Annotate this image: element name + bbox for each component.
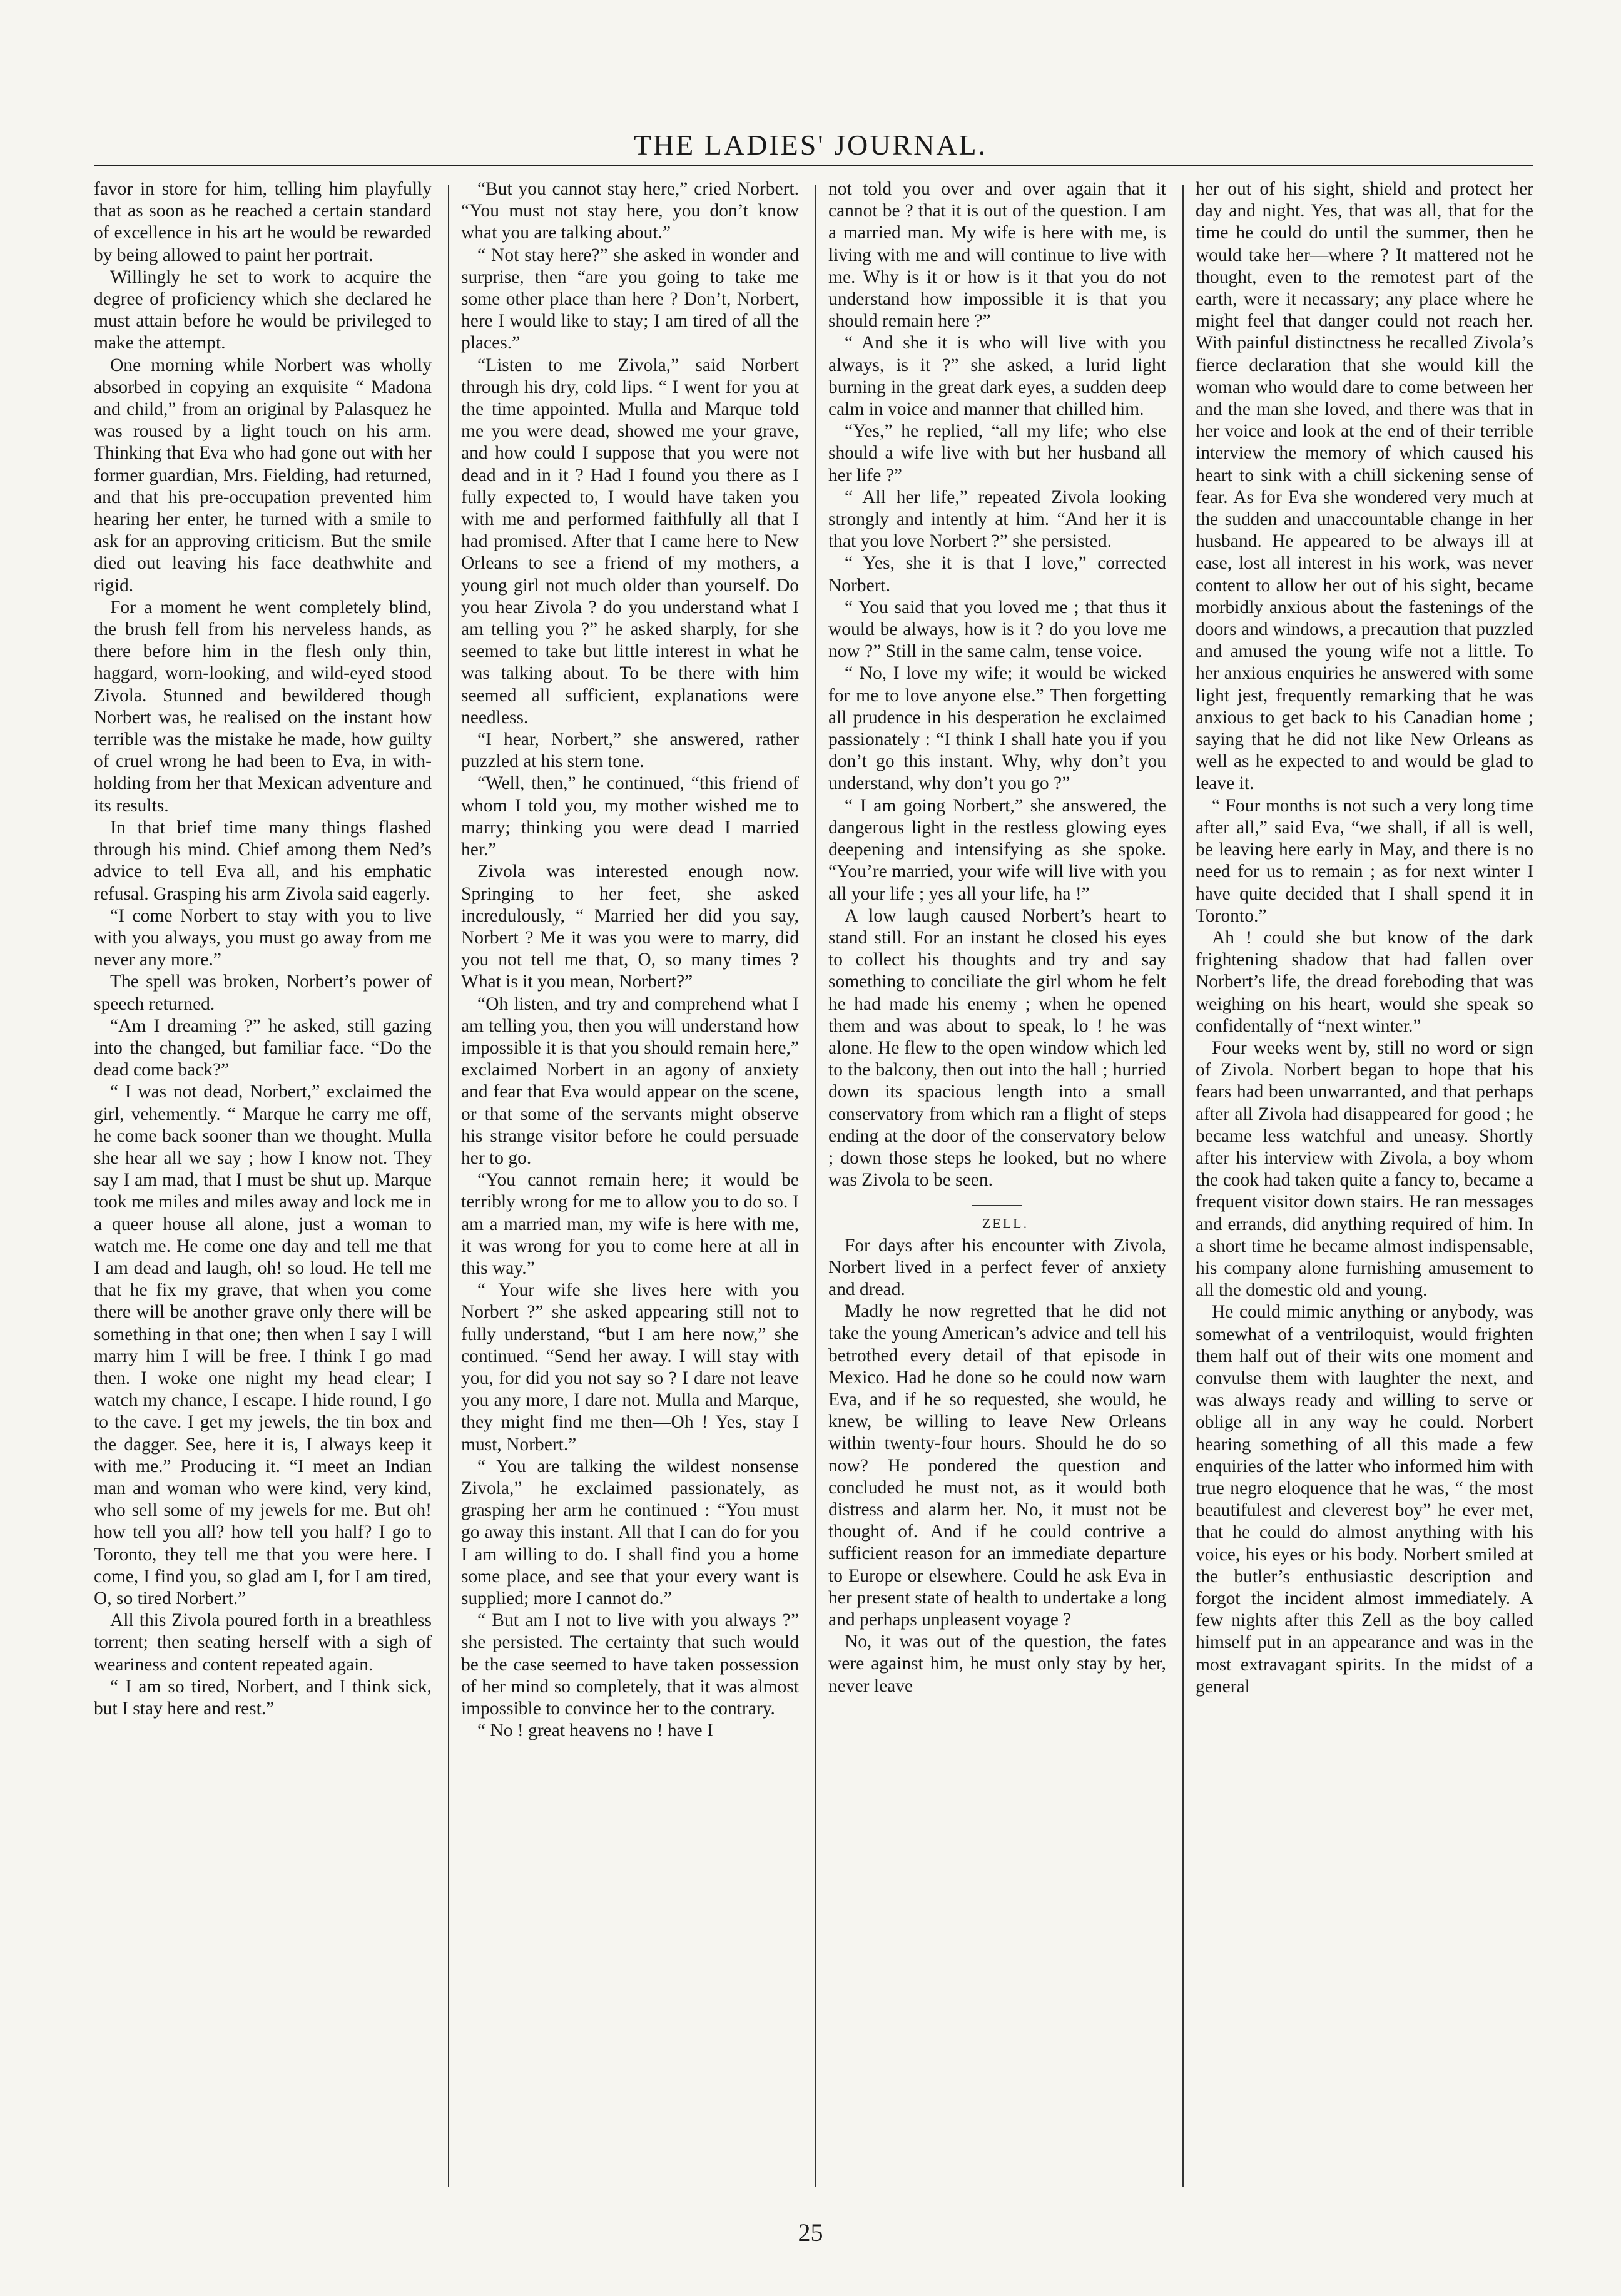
paragraph: A low laugh caused Norbert’s heart to stand still. For an instant he closed his eyes to collect his thoughts and try and say something to conciliate the girl whom he felt he had made his enemy ; when he opened them and was about to speak, lo ! he was alone. He flew to the open window which led to the balcony, then out into the hall ; hurried down its spacious length into a small conservatory from which ran a flight of steps ending at the door of the conservatory below ; down those steps he looked, but no where was Zivola to be seen. bbox=[828, 905, 1166, 1191]
paragraph: Four weeks went by, still no word or sign of Zivola. Norbert began to hope that his fears had been unwarranted, and that perhaps after all Zivola had disappeared for good ; he became less watchful and uneasy. Shortly after his interview with Zivola, a boy whom the cook had taken quite a fancy to, became a frequent visitor down stairs. He ran messages and errands, did anything required of him. In a short time he became almost indispensable, his company alone furnishing amusement to all the domestic old and young. bbox=[1196, 1037, 1533, 1301]
page-number: 25 bbox=[798, 2218, 823, 2247]
paragraph: “ You said that you loved me ; that thus it would be always, how is it ? do you love me now ?” Still in the same calm, tense voice. bbox=[828, 597, 1166, 662]
paragraph: “ Your wife she lives here with you Norbert ?” she asked appearing still not to fully understand, “but I am here now,” she continued. “Send her away. I will stay with you, for did you not say so ? I dare not leave you any more, I dare not. Mulla and Marque, they might find me then—Oh ! Yes, stay I must, Norbert.” bbox=[461, 1280, 799, 1455]
column-2 bbox=[461, 178, 799, 2193]
column-4 bbox=[1196, 178, 1533, 2193]
paragraph: One morning while Norbert was wholly absorbed in copying an exquisite “ Madona and child,” from an original by Palasquez he was roused by a light touch on his arm. Thinking that Eva who had gone out with her former guardian, Mrs. Fielding, had returned, and that his pre-occupation prevented him hearing her enter, he turned with a smile to ask for an approving criticism. But the smile died out leaving his face deathwhite and rigid. bbox=[94, 355, 432, 596]
section-heading: ZELL. bbox=[982, 1216, 1029, 1232]
paragraph: “I hear, Norbert,” she answered, rather puzzled at his stern tone. bbox=[461, 729, 799, 772]
paragraph: In that brief time many things flashed through his mind. Chief among them Ned’s advice to tell Eva all, and his emphatic refusal. Grasping his arm Zivola said eagerly. bbox=[94, 817, 432, 904]
paragraph: “ All her life,” repeated Zivola looking strongly and intently at him. “And her it is that you love Norbert ?” she persisted. bbox=[828, 487, 1166, 552]
paragraph: “ I am so tired, Norbert, and I think sick, but I stay here and rest.” bbox=[94, 1676, 432, 1719]
paragraph: “ I am going Norbert,” she answered, the dangerous light in the restless glowing eyes deepening and intensifying as she spoke. “You’re married, your wife will live with you all your life ; yes all your life, ha !” bbox=[828, 795, 1166, 904]
column-1 bbox=[94, 178, 432, 2193]
paragraph: Willingly he set to work to acquire the degree of proficiency which she declared he must attain before he would be privileged to make the attempt. bbox=[94, 267, 432, 353]
paragraph: “ You are talking the wildest nonsense Zivola,” he exclaimed passionately, as grasping her arm he continued : “You must go away this instant. All that I can do for you I am willing to do. I shall find you a home some place, and see that your every want is supplied; more I cannot do.” bbox=[461, 1456, 799, 1608]
paragraph: He could mimic anything or anybody, was somewhat of a ventriloquist, would frighten them half out of their wits one moment and convulse them with laughter the next, and was always ready and willing to serve or oblige all in any way he could. Norbert hearing something of all this made a few enquiries of the latter who informed him with true negro eloquence that he was, “ the most beautifulest and cleverest boy” he ever met, that he could do almost anything with his voice, his eyes or his body. Norbert smiled at the butler’s enthusiastic description and forgot the incident almost immediately. A few nights after this Zell as the boy called himself put in an appearance and was in the most extravagant spirits. In the midst of a general bbox=[1196, 1302, 1533, 1697]
paragraph: not told you over and over again that it cannot be ? that it is out of the question. I am a married man. My wife is here with me, is living with me and will continue to live with me. Why is it or how is it that you do not understand how impossible it is that you should remain here ?” bbox=[828, 179, 1166, 332]
paragraph: Ah ! could she but know of the dark frightening shadow that had fallen over Norbert’s life, the dread foreboding that was weighing on his heart, would she speak so confidentally of “next winter.” bbox=[1196, 927, 1533, 1036]
column-rule bbox=[448, 185, 449, 2187]
paragraph: For days after his encounter with Zivola, Norbert lived in a perfect fever of anxiety and dread. bbox=[828, 1235, 1166, 1299]
paragraph: “Yes,” he replied, “all my life; who else should a wife live with but her husband all her life ?” bbox=[828, 421, 1166, 485]
paragraph: “Am I dreaming ?” he asked, still gazing into the changed, but familiar face. “Do the dead come back?” bbox=[94, 1015, 432, 1080]
paragraph: “I come Norbert to stay with you to live with you always, you must go away from me never any more.” bbox=[94, 905, 432, 970]
paragraph: “You cannot remain here; it would be terribly wrong for me to allow you to do so. I am a married man, my wife is here with me, it was wrong for you to come here at all in this way.” bbox=[461, 1170, 799, 1278]
header-rule bbox=[94, 165, 1533, 166]
column-3 bbox=[828, 178, 1166, 2193]
paragraph: “ Four months is not such a very long time after all,” said Eva, “we shall, if all is well, be leaving here early in May, and there is no need for us to remain ; as for next winter I have quite decided that I shall spend it in Toronto.” bbox=[1196, 795, 1533, 926]
paragraph: “Listen to me Zivola,” said Norbert through his dry, cold lips. “ I went for you at the time appointed. Mulla and Marque told me you were dead, showed me your grave, and how could I suppose that you were not dead and in it ? Had I found you there as I fully expected to, I would have taken you with me and performed faithfully all that I had promised. After that I came here to New Orleans to see a friend of my mothers, a young girl not much older than yourself. Do you hear Zivola ? do you understand what I am telling you ?” he asked sharply, for she seemed to take but little interest in what he was talking about. To be there with him seemed all sufficient, explanations were needless. bbox=[461, 355, 799, 728]
paragraph: her out of his sight, shield and protect her day and night. Yes, that was all, that for the time he could do until the summer, then he would take her—where ? It mattered not he thought, even to the remotest part of the earth, were it necassary; any place where he might feel that danger could not reach her. With painful distinctness he recalled Zivola’s fierce declaration that she would kill the woman who would dare to come between her and the man she loved, and there was that in her voice and look at the end of their terrible interview the memory of which caused his heart to sink with a chill sickening sense of fear. As for Eva she wondered very much at the sudden and unaccountable change in her husband. He appeared to be always ill at ease, lost all interest in his work, was never content to allow her out of his sight, became morbidly anxious about the fastenings of the doors and windows, a precaution that puzzled and amused the young wife not a little. To her anxious enquiries he answered with some light jest, frequently remarking that he was anxious to get back to his Canadian home ; saying that he did not like New Orleans as well as he expected to and would be glad to leave it. bbox=[1196, 179, 1533, 794]
column-rule bbox=[1182, 185, 1184, 2187]
paragraph: “ Yes, she it is that I love,” corrected Norbert. bbox=[828, 553, 1166, 596]
paragraph: “Well, then,” he continued, “this friend of whom I told you, my mother wished me to marry; thinking you were dead I married her.” bbox=[461, 773, 799, 860]
paragraph: “Oh listen, and try and comprehend what I am telling you, then you will understand how impossible it is that you should remain here,” exclaimed Norbert in an agony of anxiety and fear that Eva would appear on the scene, or that some of the servants might observe his strange visitor before he could persuade her to go. bbox=[461, 993, 799, 1168]
paragraph: All this Zivola poured forth in a breathless torrent; then seating herself with a sigh of weariness and content repeated again. bbox=[94, 1610, 432, 1675]
column-rule bbox=[815, 185, 816, 2187]
paragraph: favor in store for him, telling him playfully that as soon as he reached a certain standard of excellence in his art he would be rewarded by being allowed to paint her portrait. bbox=[94, 179, 432, 265]
paragraph: “But you cannot stay here,” cried Norbert. “You must not stay here, you don’t know what you are talking about.” bbox=[461, 179, 799, 243]
paragraph: For a moment he went completely blind, the brush fell from his nerveless hands, as there before him in the flesh only thin, haggard, worn-looking, and wild-eyed stood Zivola. Stunned and bewildered though Norbert was, he realised on the instant how terrible was the mistake he made, how guilty of cruel wrong he had been to Eva, in with-holding from her that Mexican adventure and its results. bbox=[94, 597, 432, 816]
paragraph: Madly he now regretted that he did not take the young American’s advice and tell his betrothed every detail of that episode in Mexico. Had he done so he could now warn Eva, and if he so requested, she would, he knew, be willing to leave New Orleans within twenty-four hours. Should he do so now? He pondered the question and concluded he must not, as it would both distress and alarm her. No, it must not be thought of. And if he could contrive a sufficient reason for an immediate departure to Europe or elsewhere. Could he ask Eva in her present state of health to undertake a long and perhaps unpleasent voyage ? bbox=[828, 1301, 1166, 1630]
paragraph: “ No, I love my wife; it would be wicked for me to love anyone else.” Then forgetting all prudence in his desperation he exclaimed passionately : “I think I shall hate you if you don’t go this instant. Why, why don’t you understand, why don’t you go ?” bbox=[828, 663, 1166, 794]
paragraph: The spell was broken, Norbert’s power of speech returned. bbox=[94, 972, 432, 1014]
paragraph: “ And she it is who will live with you always, is it ?” she asked, a lurid light burning in the great dark eyes, a sudden deep calm in voice and manner that chilled him. bbox=[828, 333, 1166, 420]
section-divider bbox=[972, 1205, 1022, 1206]
page-header: THE LADIES' JOURNAL. bbox=[633, 129, 988, 161]
paragraph: Zivola was interested enough now. Springing to her feet, she asked incredulously, “ Married her did you say, Norbert ? Me it was you were to marry, did you not tell me that, O, so many times ? What is it you mean, Norbert?” bbox=[461, 861, 799, 992]
paragraph: “ Not stay here?” she asked in wonder and surprise, then “are you going to take me some other place than here ? Don’t, Norbert, here I would like to stay; I am tired of all the places.” bbox=[461, 245, 799, 353]
paragraph: No, it was out of the question, the fates were against him, he must only stay by her, never leave bbox=[828, 1632, 1166, 1696]
paragraph: “ No ! great heavens no ! have I bbox=[477, 1720, 713, 1741]
paragraph: “ I was not dead, Norbert,” exclaimed the girl, vehemently. “ Marque he carry me off, he come back sooner than we thought. Mulla she hear all we say ; how I know not. They say I am mad, that I must be shut up. Marque took me miles and miles away and lock me in a queer house all alone, just a woman to watch me. He come one day and tell me that I am dead and laugh, oh! so loud. He tell me that he fix my grave, that when you come there will be another grave only there will be something in that one; then when I say I will marry him I will be free. I think I go mad then. I woke one night my head clear; I watch my chance, I escape. I hide round, I go to the cave. I get my jewels, the tin box and the dagger. See, here it is, I always keep it with me.” Producing it. “I meet an Indian man and woman who were kind, very kind, who sell some of my jewels for me. But oh! how tell you all? how tell you half? I go to Toronto, they tell me that you were here. I come, I find you, so glad am I, for I am tired, O, so tired Norbert.” bbox=[94, 1082, 432, 1608]
paragraph: “ But am I not to live with you always ?” she persisted. The certainty that such would be the case seemed to have taken possession of her mind so completely, that it was almost impossible to convince her to the contrary. bbox=[461, 1610, 799, 1719]
